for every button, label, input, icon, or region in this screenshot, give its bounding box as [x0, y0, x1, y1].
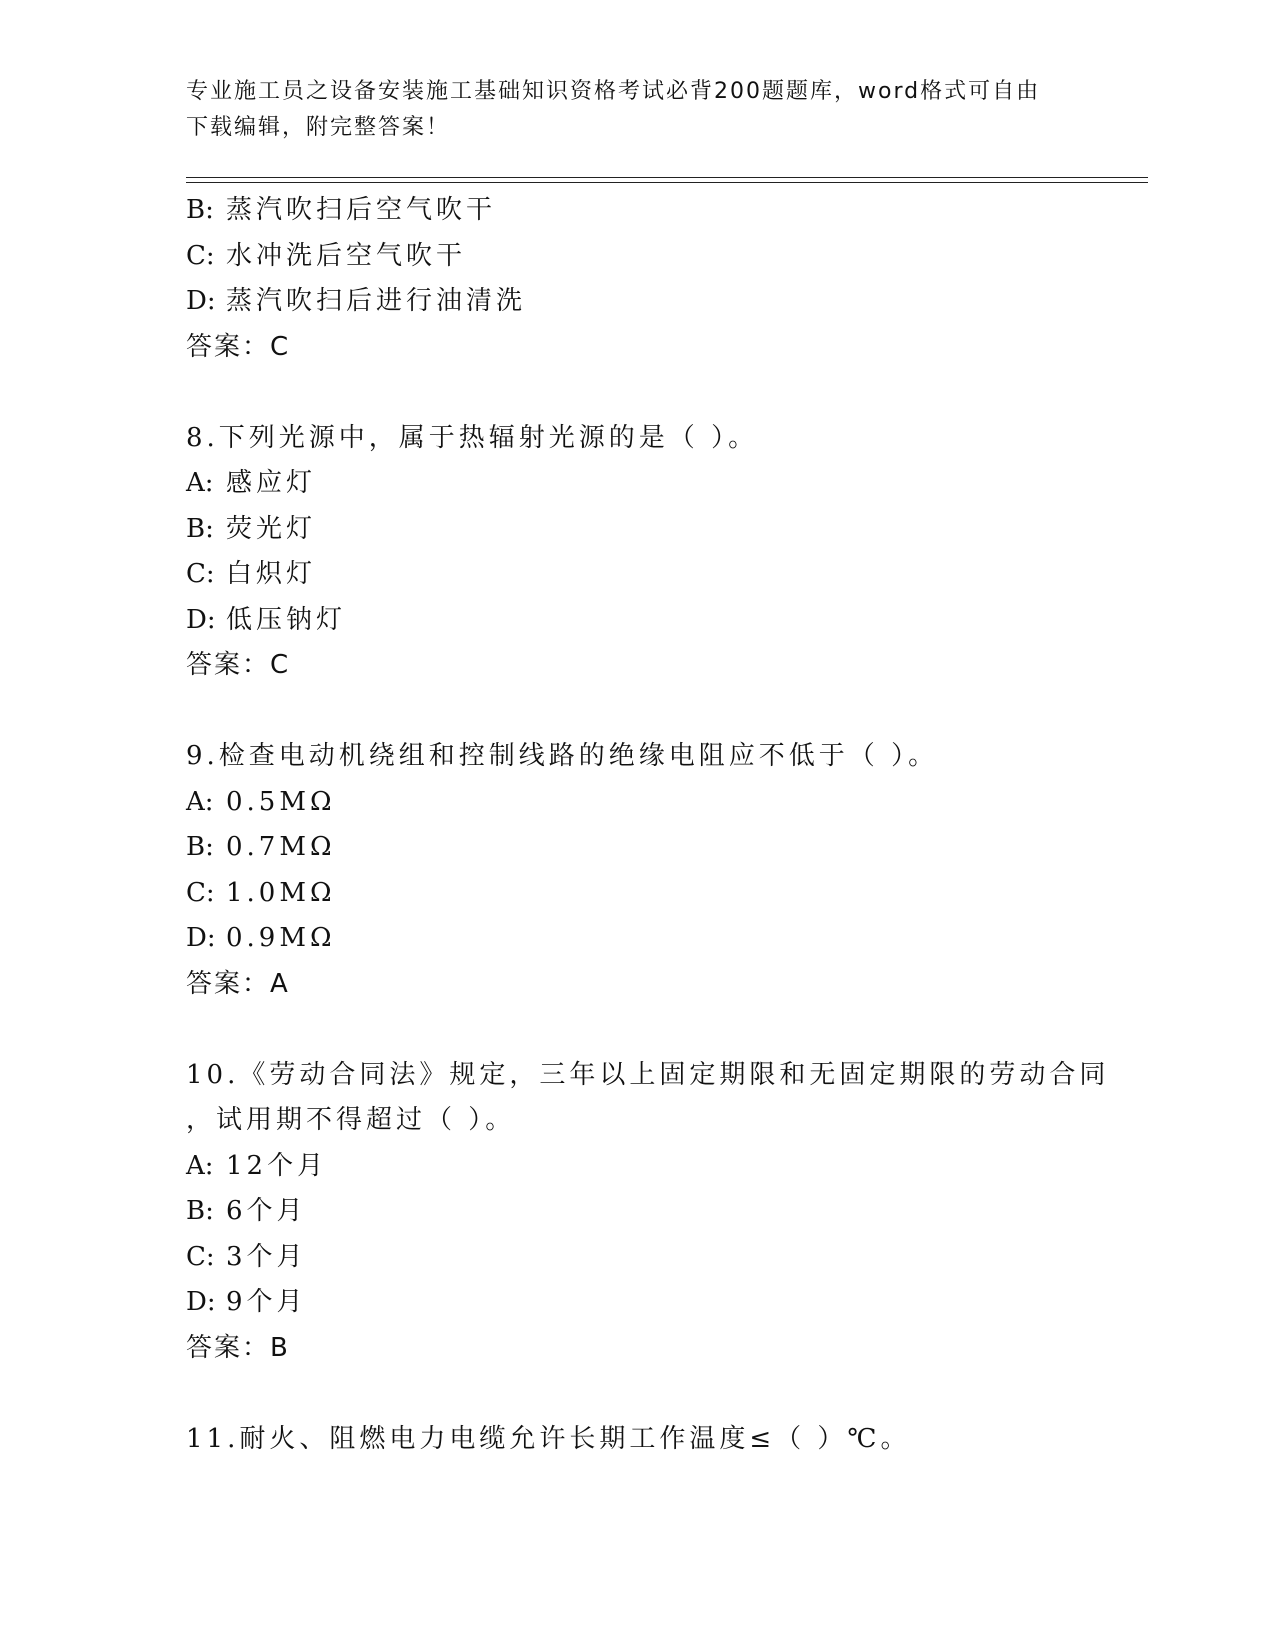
option-key: D: — [186, 923, 216, 953]
option-b — [186, 1189, 1086, 1235]
option-c — [186, 871, 1086, 917]
option-d — [186, 916, 1086, 962]
option-text: 0.7MΩ — [226, 832, 336, 862]
option-c — [186, 234, 1086, 280]
answer-line: 答案：B — [186, 1332, 290, 1363]
option-text: 白炽灯 — [226, 559, 317, 589]
question-title: 8.下列光源中，属于热辐射光源的是（ ）。 — [186, 422, 759, 453]
option-text: 感应灯 — [226, 468, 317, 498]
option-key: B: — [186, 832, 214, 862]
option-a — [186, 1144, 1086, 1190]
question-8 — [186, 416, 1086, 689]
header-divider-top — [186, 177, 1148, 178]
option-d — [186, 598, 1086, 644]
option-text: 6个月 — [226, 1196, 307, 1226]
question-11 — [186, 1417, 1086, 1463]
question-list — [186, 188, 1110, 1462]
option-text: 0.9MΩ — [226, 923, 336, 953]
option-b — [186, 825, 1086, 871]
option-key: C: — [186, 1241, 215, 1272]
option-d — [186, 279, 1086, 325]
option-text: 蒸汽吹扫后进行油清洗 — [226, 286, 527, 316]
option-text: 12个月 — [226, 1150, 328, 1181]
option-key: A: — [186, 468, 214, 498]
option-key: B: — [186, 1196, 214, 1226]
question-title-line-1: 10.《劳动合同法》规定，三年以上固定期限和无固定期限的劳动合同 — [186, 1059, 1110, 1090]
document-header — [186, 74, 1086, 146]
option-key: D: — [186, 1287, 216, 1317]
answer-line: 答案：C — [186, 650, 291, 680]
question-9 — [186, 734, 1086, 1007]
option-text: 荧光灯 — [226, 513, 317, 544]
option-d — [186, 1280, 1086, 1326]
option-text: 蒸汽吹扫后空气吹干 — [226, 195, 497, 225]
option-text: 水冲洗后空气吹干 — [226, 240, 467, 271]
option-a — [186, 461, 1086, 507]
question-title: 9.检查电动机绕组和控制线路的绝缘电阻应不低于（ ）。 — [186, 741, 939, 771]
option-key: C: — [186, 240, 215, 271]
option-text: 1.0MΩ — [226, 877, 336, 908]
option-b — [186, 188, 1086, 234]
option-key: C: — [186, 877, 215, 908]
question-title: 11.耐火、阻燃电力电缆允许长期工作温度≤（ ）℃。 — [186, 1423, 911, 1454]
option-text: 9个月 — [226, 1287, 307, 1317]
option-text: 0.5MΩ — [226, 786, 336, 817]
option-b — [186, 507, 1086, 553]
option-a — [186, 780, 1086, 826]
option-c — [186, 552, 1086, 598]
question-10 — [186, 1053, 1110, 1372]
header-divider-bottom — [186, 182, 1148, 183]
option-key: C: — [186, 559, 215, 589]
question-7-tail — [186, 188, 1086, 370]
header-line-2: 下载编辑，附完整答案！ — [186, 115, 451, 140]
option-key: A: — [186, 1150, 214, 1181]
option-key: A: — [186, 786, 214, 817]
question-title-line-2: ，试用期不得超过（ ）。 — [186, 1105, 516, 1135]
answer-line: 答案：C — [186, 331, 291, 362]
answer-line: 答案：A — [186, 968, 290, 999]
option-key: B: — [186, 513, 214, 544]
option-key: D: — [186, 286, 216, 316]
option-key: D: — [186, 604, 216, 635]
header-line-1: 专业施工员之设备安装施工基础知识资格考试必背200题题库，word格式可自由 — [186, 79, 1041, 104]
option-c — [186, 1235, 1086, 1281]
option-key: B: — [186, 195, 214, 225]
option-text: 低压钠灯 — [226, 604, 347, 635]
option-text: 3个月 — [226, 1241, 307, 1272]
